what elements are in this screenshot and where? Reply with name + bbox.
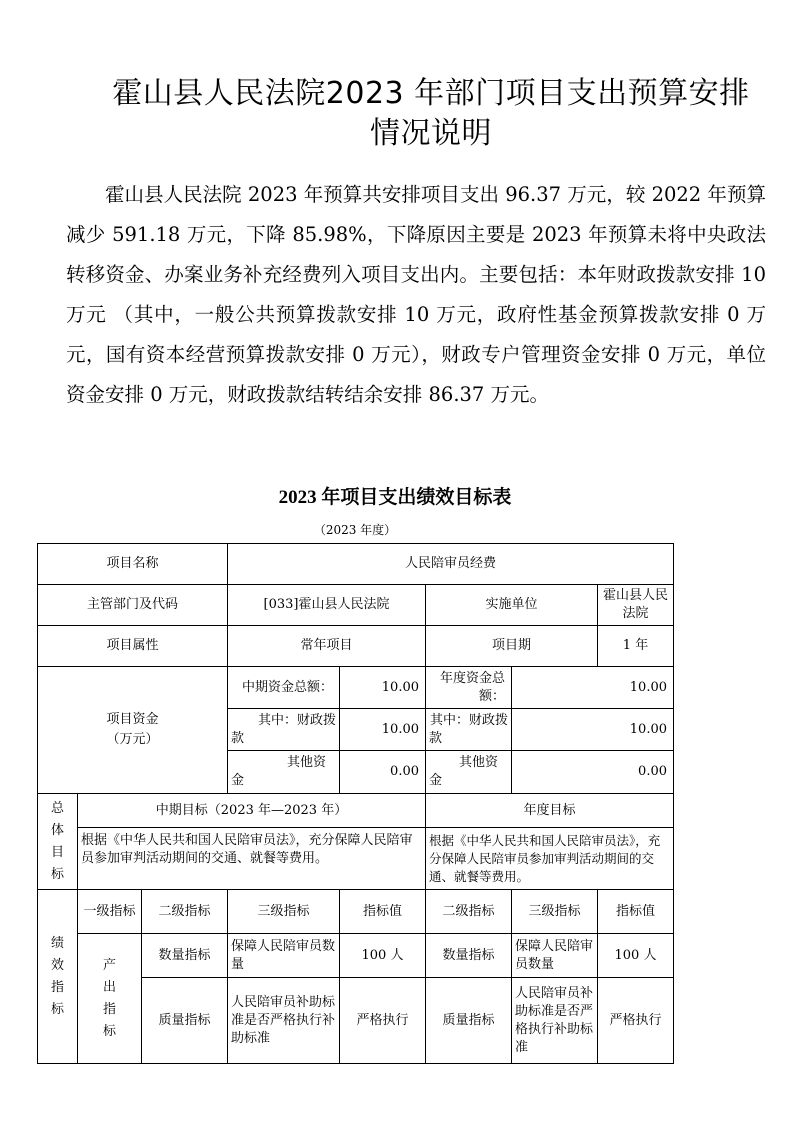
year-other-label-2: 金 bbox=[429, 773, 443, 788]
year-value-cell: 严格执行 bbox=[598, 978, 674, 1064]
project-period-label: 项目期 bbox=[426, 626, 598, 667]
title-line-2: 情况说明 bbox=[370, 116, 492, 151]
year-value-cell: 100 人 bbox=[598, 934, 674, 978]
mid-goal-header: 中期目标（2023 年—2023 年） bbox=[78, 794, 426, 828]
project-attr-value: 常年项目 bbox=[228, 626, 426, 667]
year-level3-cell: 保障人民陪审员数量 bbox=[512, 934, 598, 978]
project-attr-label: 项目属性 bbox=[38, 626, 228, 667]
mid-level2-cell: 数量指标 bbox=[142, 934, 228, 978]
output-indicator-label-text: 产出指标 bbox=[103, 957, 117, 1039]
title-line-1: 霍山县人民法院2023 年部门项目支出预算安排 bbox=[112, 76, 750, 111]
impl-unit-label: 实施单位 bbox=[426, 585, 598, 626]
year-total-value: 10.00 bbox=[512, 667, 674, 709]
year-fiscal-value: 10.00 bbox=[512, 709, 674, 751]
perf-indicator-label bbox=[38, 890, 78, 1064]
mid-level3-header: 三级指标 bbox=[228, 890, 340, 934]
mid-value-cell: 100 人 bbox=[340, 934, 426, 978]
year-level3-header: 三级指标 bbox=[512, 890, 598, 934]
mid-fiscal-label-1: 其中：财政拨 bbox=[257, 712, 336, 728]
dept-value: [033]霍山县人民法院 bbox=[228, 585, 426, 626]
funds-unit-text: （万元） bbox=[106, 732, 159, 747]
mid-level3-cell: 保障人民陪审员数量 bbox=[228, 934, 340, 978]
mid-total-value: 10.00 bbox=[340, 667, 426, 709]
mid-fiscal-label-2: 款 bbox=[231, 730, 245, 746]
table-title: 2023 年项目支出绩效目标表 bbox=[278, 487, 512, 508]
table-subtitle: （2023 年度） bbox=[313, 523, 397, 537]
budget-description bbox=[66, 175, 766, 415]
performance-target-table bbox=[37, 543, 674, 1064]
body-paragraph: 霍山县人民法院 2023 年预算共安排项目支出 96.37 万元，较 2022 年预算减少 591.18 万元，下降 85.98%，下降原因主要是 2023 年预算未将中央政法转移资金、办案业务补充经费列入项目支出内。主要包括：本年财政拨款安排 10 万元 （其中，一般公共预算拨款安排 10 万元，政府性基金预算拨款安排 0 万元，国有资本经营预算拨款安排 0 万元），财政专户管理资金安排 0 万元，单位资金安排 0 万元，财政拨款结转结余安排 86.37 万元。 bbox=[66, 183, 766, 406]
mid-other-value: 0.00 bbox=[340, 751, 426, 794]
level1-header: 一级指标 bbox=[78, 890, 142, 934]
project-period-value: 1 年 bbox=[598, 626, 674, 667]
year-level2-cell: 质量指标 bbox=[426, 978, 512, 1064]
mid-value-header: 指标值 bbox=[340, 890, 426, 934]
mid-level2-cell: 质量指标 bbox=[142, 978, 228, 1064]
mid-total-label: 中期资金总额： bbox=[228, 667, 340, 709]
year-goal-text: 根据《中华人民共和国人民陪审员法》，充分保障人民陪审员参加审判活动期间的交通、就餐等费用。 bbox=[426, 828, 674, 890]
year-other-label bbox=[426, 751, 512, 794]
mid-fiscal-value: 10.00 bbox=[340, 709, 426, 751]
year-other-value: 0.00 bbox=[512, 751, 674, 794]
year-level2-header: 二级指标 bbox=[426, 890, 512, 934]
year-fiscal-label bbox=[426, 709, 512, 751]
mid-goal-text: 根据《中华人民共和国人民陪审员法》，充分保障人民陪审员参加审判活动期间的交通、就餐等费用。 bbox=[78, 828, 426, 890]
impl-unit-value: 霍山县人民法院 bbox=[598, 585, 674, 626]
perf-indicator-label-text: 绩效指标 bbox=[51, 935, 65, 1017]
mid-level3-cell: 人民陪审员补助标准是否严格执行补助标准 bbox=[228, 978, 340, 1064]
year-level3-cell: 人民陪审员补助标准是否严格执行补助标准 bbox=[512, 978, 598, 1064]
document-title bbox=[96, 74, 766, 154]
table-row bbox=[38, 934, 674, 978]
overall-goal-label-text: 总体目标 bbox=[51, 800, 65, 882]
project-name-label: 项目名称 bbox=[38, 544, 228, 585]
funds-label bbox=[38, 667, 228, 794]
year-fiscal-label-2: 款 bbox=[429, 730, 443, 746]
year-total-label: 年度资金总额： bbox=[426, 667, 512, 709]
mid-other-label-1: 其他资 bbox=[286, 755, 326, 770]
mid-value-cell: 严格执行 bbox=[340, 978, 426, 1064]
year-level2-cell: 数量指标 bbox=[426, 934, 512, 978]
dept-label: 主管部门及代码 bbox=[38, 585, 228, 626]
output-indicator-label bbox=[78, 934, 142, 1064]
mid-other-label-2: 金 bbox=[231, 773, 245, 788]
mid-level2-header: 二级指标 bbox=[142, 890, 228, 934]
funds-label-text: 项目资金 bbox=[106, 712, 159, 727]
year-goal-header: 年度目标 bbox=[426, 794, 674, 828]
year-other-label-1: 其他资 bbox=[458, 755, 498, 770]
mid-other-label bbox=[228, 751, 340, 794]
mid-fiscal-label bbox=[228, 709, 340, 751]
year-value-header: 指标值 bbox=[598, 890, 674, 934]
project-name-value: 人民陪审员经费 bbox=[228, 544, 674, 585]
overall-goal-label bbox=[38, 794, 78, 890]
year-fiscal-label-1: 其中：财政拨 bbox=[429, 712, 508, 728]
